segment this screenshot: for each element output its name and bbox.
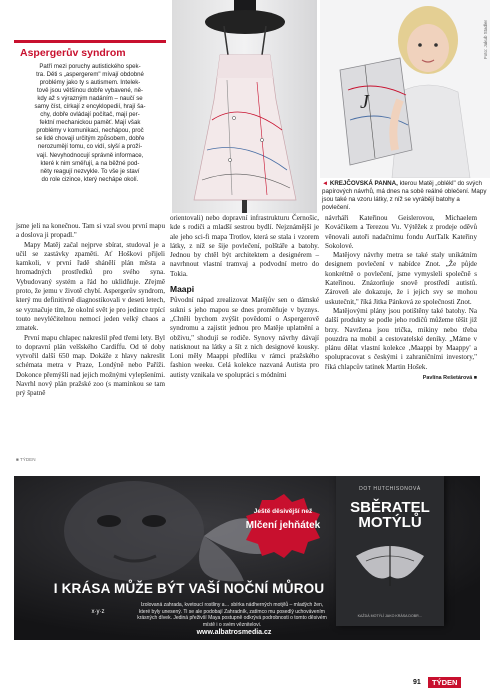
subheading: Maapi bbox=[170, 284, 195, 295]
sidebar-line: tra. Děti s „aspergerem" mívají obdobné bbox=[36, 71, 144, 79]
ad-headline: I KRÁSA MŮŽE BÝT VAŠÍ NOČNÍ MŮROU bbox=[53, 581, 325, 596]
girl-with-bag-photo bbox=[320, 0, 490, 178]
sidebar-line: do role cizince, který nechápe okolí. bbox=[41, 175, 139, 183]
sidebar-line: fektní mechanickou paměť. Mají však bbox=[39, 119, 141, 127]
photo-caption bbox=[322, 180, 488, 212]
badge-text-line2: Mlčení jehňátek bbox=[245, 520, 321, 531]
article-column-2 bbox=[170, 214, 319, 380]
book-author: DOT HUTCHISONOVÁ bbox=[359, 486, 421, 492]
folio-mark: ■ TÝDEN bbox=[16, 457, 36, 462]
sidebar-text bbox=[14, 63, 166, 184]
caption-arrow-icon: ◄ bbox=[322, 180, 329, 187]
caption-lead: KREJČOVSKÁ PANNA, bbox=[329, 180, 398, 187]
page-number: 91 bbox=[413, 679, 421, 686]
ad-body-text: Izolovaná zahrada, kvetoucí rostliny a… sbírka nádherných motýlů – mladých žen, které byly unesený. Ti se ale podobají Zahradník, zatímco mu posedlý uchovávením krásných dívek. Jediná přeživší Maya postupně odkrývá podrobnosti o tomto děsivém místě i o svém věznitelovi. bbox=[137, 602, 327, 628]
sidebar-line: vají. Nevyhodnocují správně informace, bbox=[36, 151, 144, 159]
magazine-logo: TÝDEN bbox=[428, 677, 461, 688]
sidebar-box-asperger bbox=[14, 40, 166, 208]
sidebar-line: problémy v komunikaci, nechápou, proč bbox=[36, 127, 144, 135]
book-title: SBĚRATEL MOTÝLŮ bbox=[350, 499, 430, 531]
sidebar-line: které k nim směřují, a na běžné pod- bbox=[40, 159, 140, 167]
svg-text:J: J bbox=[360, 91, 369, 113]
caption-text: kterou Matěj „oblékl" do svých papírových návrhů, má dnes na sobě reálné oblečení. Mapy jsou také na vzoru látky, z níž se vyrábějí batohy a povlečení. bbox=[322, 180, 487, 211]
publisher-url-link[interactable]: www.albatrosmedia.cz bbox=[196, 629, 272, 636]
book-cover bbox=[336, 476, 444, 626]
photo-credit: Foto: Jakub Stadler bbox=[483, 20, 488, 60]
sidebar-line: Patří mezi poruchy autistického spek- bbox=[39, 63, 141, 70]
paragraph: jsme jeli na konečnou. Tam si vzal svou první mapu a doslova ji propadl." bbox=[16, 222, 165, 240]
paragraph: Původní nápad zrealizovat Matějův sen o dámské sukni s jeho mapou se dnes proměňuje v byznys. „Chtěli bychom zvýšit povědomí o Aspergerově syndromu a zajistit jednou pro Matěje uplatnění a obživu," shodují se rodiče. Synovy návrhy dávají natisknout na látky a šít z nich designové kousky. Loni měly Maappi předlíku v rámci pražského fashion weeku. Celá kolekce nazvaná Autista pro autisty vznikala ve spolupráci s módními bbox=[170, 296, 319, 379]
badge-text-line1: Ještě děsivější než bbox=[253, 508, 313, 515]
sidebar-title: Aspergerův syndrom bbox=[20, 47, 126, 59]
article-column-1 bbox=[16, 222, 165, 399]
author-byline: Pavlína Rešetárová ■ bbox=[422, 375, 477, 382]
sidebar-line: kdy až s výrazným nadáním – naučí se bbox=[37, 95, 143, 103]
sidebar-line: problémy jako ty s autismem. Intelek- bbox=[39, 79, 141, 87]
mannequin-illustration bbox=[172, 0, 317, 213]
girl-illustration bbox=[320, 0, 490, 178]
paragraph: návrháři Kateřinou Geislerovou, Michaelem Kováčikem a Terezou Vu. Výtěžek z prodeje oděvů věnovali autoři nadačnímu fondu AutTalk Kateřiny Sokolové. bbox=[325, 214, 477, 250]
sidebar-line: samy číst, církají z encyklopedií, hrají ša- bbox=[34, 103, 146, 111]
mannequin-dress-photo bbox=[172, 0, 317, 213]
sidebar-line: tově jsou většinou dobře vybavené, ně- bbox=[36, 87, 144, 95]
sidebar-line: se lidé chovají určitým způsobem, dobře bbox=[35, 135, 145, 143]
article-column-3 bbox=[325, 214, 477, 383]
paragraph: První mapu chlapec nakreslil před třemi lety. Byl to dopravní plán velšského Cardiffu. Od té doby vytvořil další 650 map. Dokáže z hlavy nakreslit schémata metra v Praze, Londýně nebo Paříži. Dokonce přemýšlí nad jejich možnými vylepšeními. Navrhl nový plán pražské zoo (s maminkou se tam prý špatně bbox=[16, 333, 165, 398]
book-tagline: KAŽDÁ MOTÝLÍ JAKO KRÁSA DOBR… bbox=[357, 614, 423, 618]
paragraph: orientovali) nebo dopravní infrastrukturu Černošic, kde s rodiči a mladší sestrou bydlí. Nejznámější je ale jeho sci-fi mapa Trotlov, která se stala i vzorem látky, z níž se šije povlečení, polštáře a batohy. Jednou by chtěl být architektem a designérem – navrhnout vlastní tramvaj a podvodní metro do Tokia. bbox=[170, 214, 319, 278]
publisher-logo: x·y·z bbox=[91, 609, 105, 615]
book-advertisement bbox=[14, 476, 480, 640]
sidebar-line: chy, dobře ovládají počítač, mají per- bbox=[40, 111, 140, 119]
paragraph: Matějovy návrhy metra se také staly unikátním designem povlečení v nabídce Znot. „Že půjde konkrétně o povlečení, jsme vymysleli společně s Kateřinou. Znázorňuje snově prostředí autistů. Zároveň ale dokazuje, že i jejich svy se mohou uskutečnit," říká Jitka Pánková ze společnosti Znot. bbox=[325, 251, 477, 306]
promo-badge bbox=[238, 494, 328, 554]
paragraph: Matějovými plány jsou potištěny také batohy. Na další produkty se podle jeho rodičů můžeme těšit již brzy. Navržena jsou trička, mikiny nebo třeba pouzdra na mobil a cestovatelské deníky. „Máme v plánu dělat vlastní kolekce ‚Maappi by Maappy' a spolupracovat s českými i zahraničními investory," říká chlapcův tatínek Martin Hošek. bbox=[325, 306, 477, 371]
sidebar-line: nerozumějí tomu, co vidí, slyší a proží- bbox=[37, 143, 143, 151]
paragraph: Mapy Matěj začal nejprve sbírat, studoval je a učil se zastávky zpaměti. Ať Hoškovi přijeli kamkoli, v první řadě shánělí plán města a hromadných prostředků pro svého syna. Vybudovaný systém a řád ho uklidňuje. Zřejmě proto, že jemu v životě chybí. Aspergerův syndrom, který mu definitivně diagnostikovali v deseti letech, se vyznačuje tím, že okolní svět je pro jedince trpící touto nevyléčitelnou nemocí jeden velký chaos a zmatek. bbox=[16, 240, 165, 333]
sidebar-line: něty reagují nezvykle. To vše je staví bbox=[40, 167, 140, 175]
